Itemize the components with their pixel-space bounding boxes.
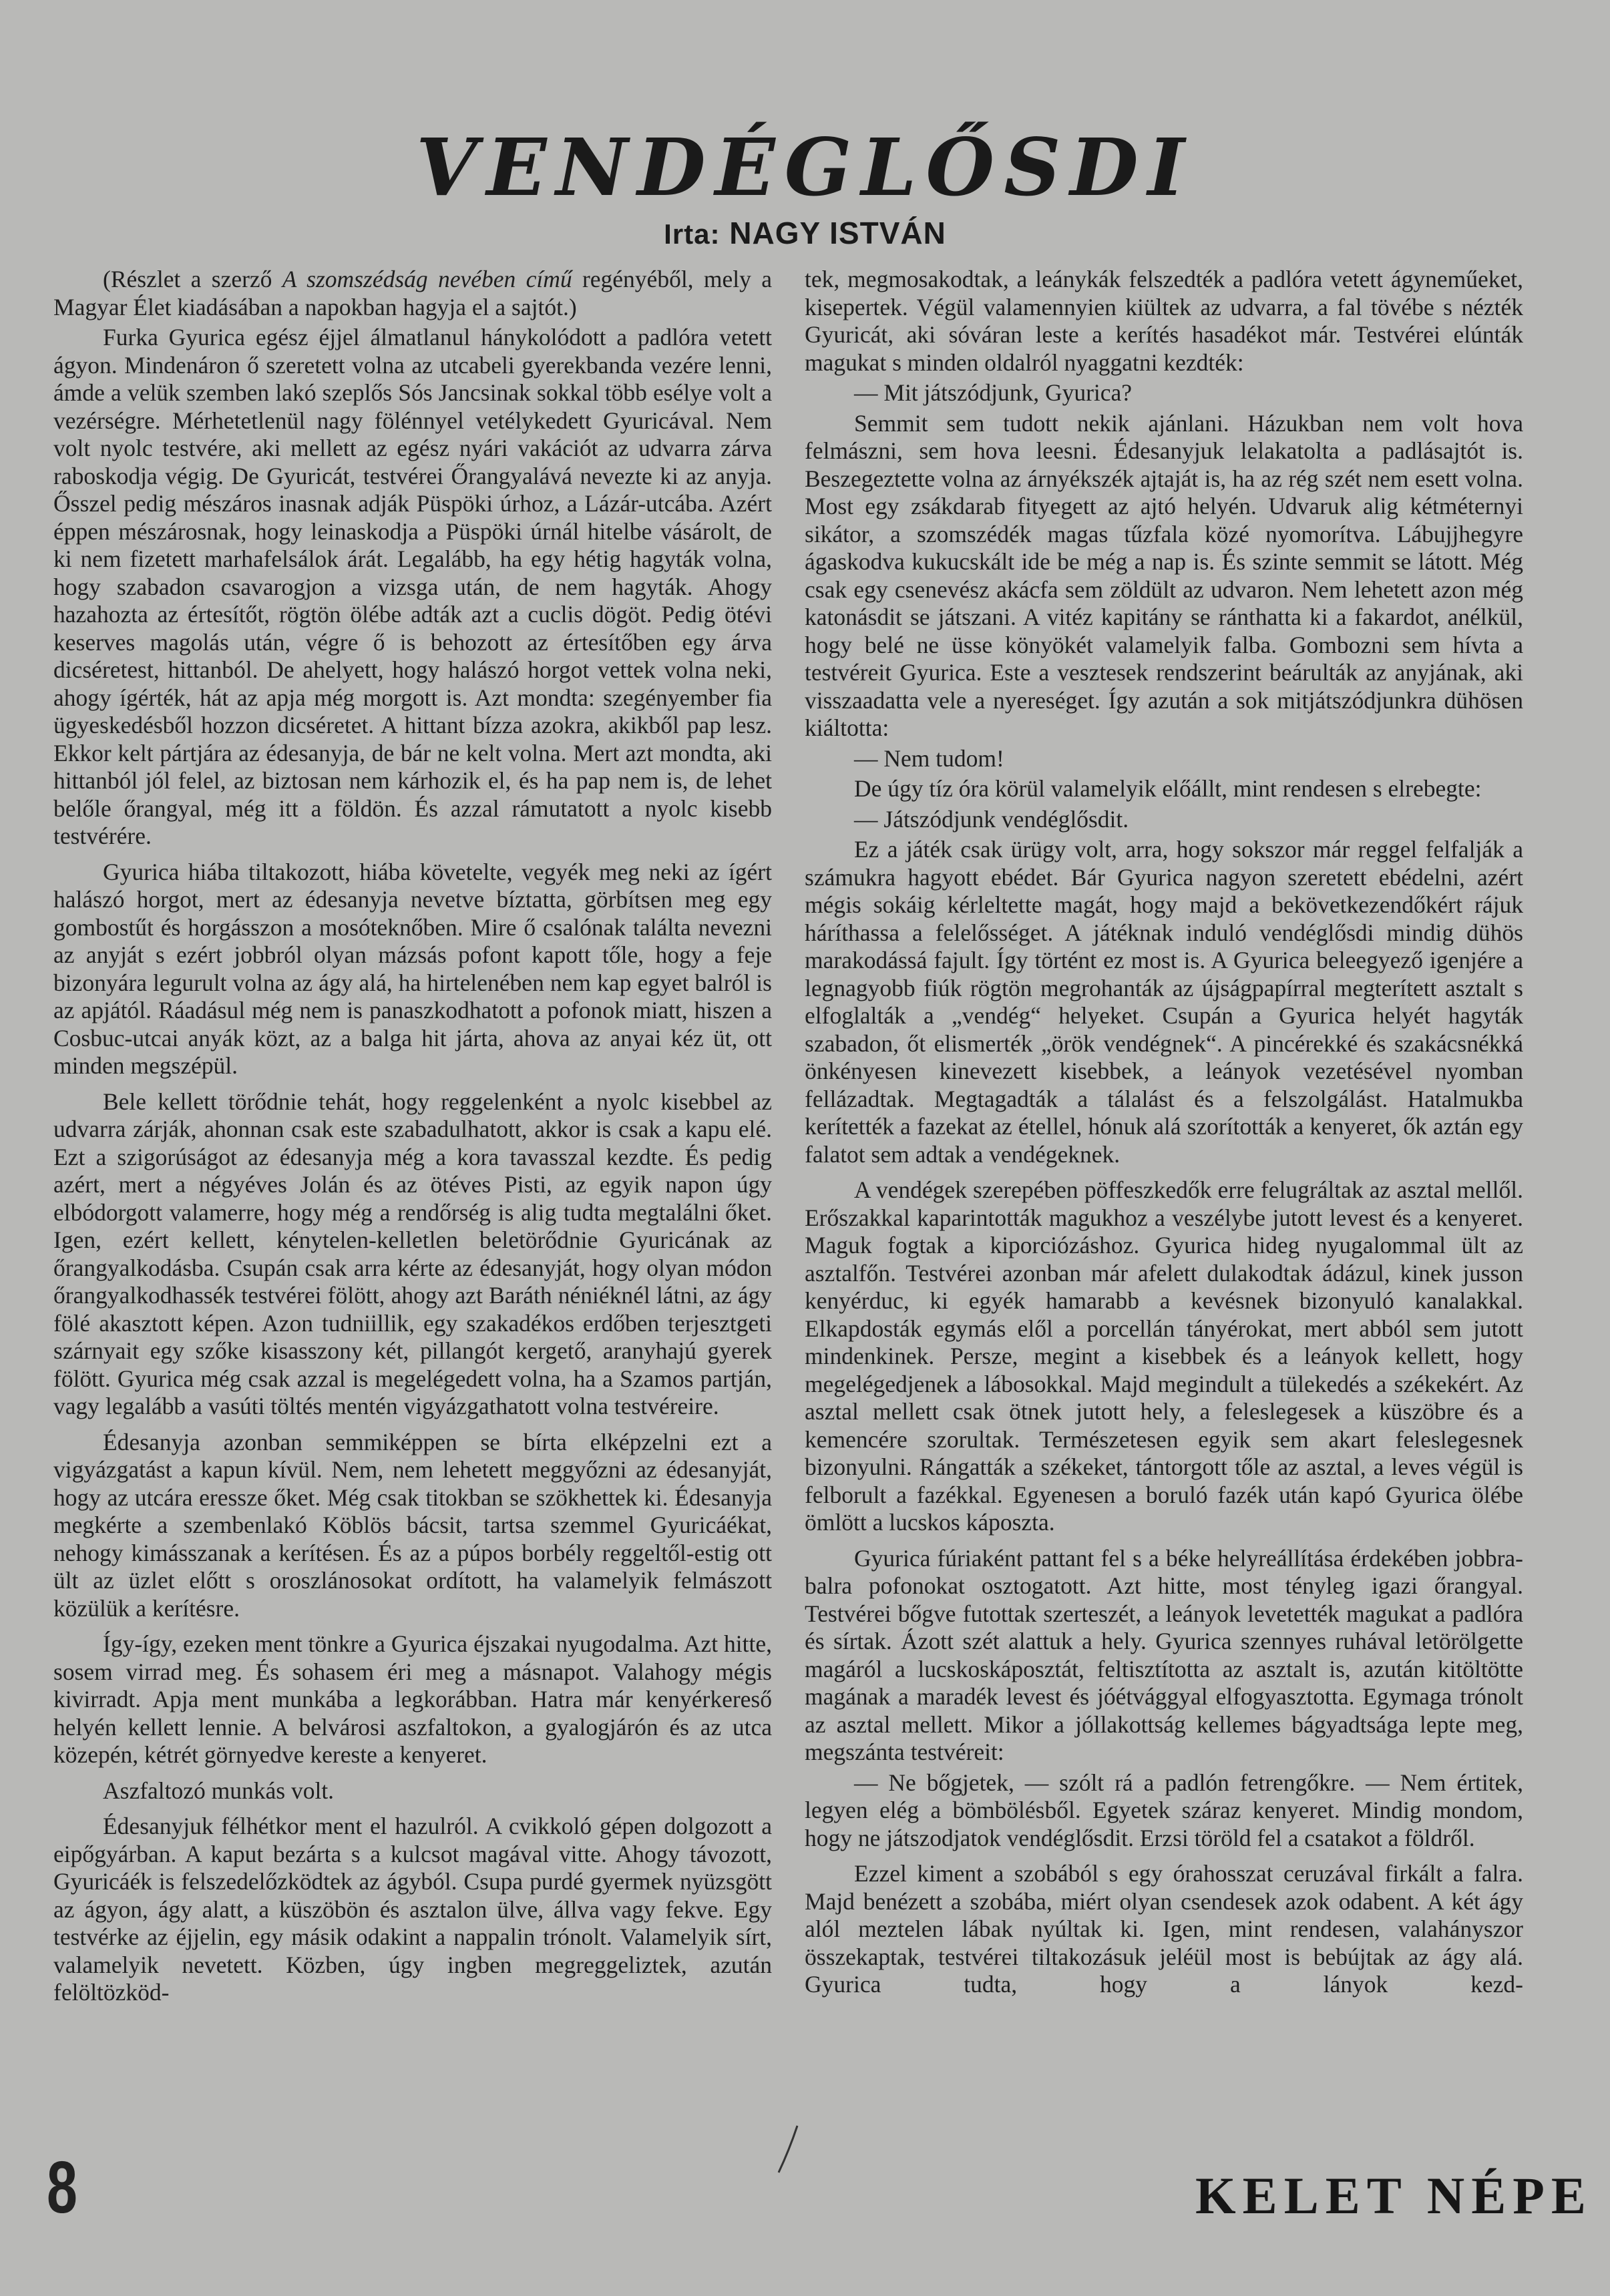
paragraph: Ezzel kiment a szobából s egy órahosszat ceruzával firkált a falra. Majd benézett a szobába, miért olyan csendesek azok odabent. A két ágy alól meztelen lábak nyúltak ki. Igen, mint rendesen, valahányszor összekaptak, testvérei tiltakozásuk jeléül most is bebújtak az ágy alá. Gyurica tudta, hogy a lányok kezd- [805,1860,1523,1998]
left-column [53,266,772,2007]
dialogue-line: — Ne bőgjetek, — szólt rá a padlón fetrengőkre. — Nem értitek, legyen elég a bömbölésből. Egyetek száraz kenyeret. Mindig mondom, hogy ne játszodjatok vendéglősdit. Erzsi töröld fel a csatakot a földről. [805,1769,1523,1851]
intro-text: regényéből, mely a Magyar Élet kiadásában a napokban hagyja el a sajtót.) [53,266,772,320]
paragraph: Édesanyjuk félhétkor ment el hazulról. A cvikkoló gépen dolgozott a eipőgyárban. A kaput bezárta s a kulcsot magával vitte. Ahogy távozott, Gyuricáék is felszedelőzködtek az ágyból. Csupa purdé gyermek nyüzsgött az ágyon, ágy alatt, a küszöbön és asztalon ülve, állva vagy fekve. Egy testvérke az éjjelin, egy másik odakint a nappalin trónolt. Valamelyik sírt, valamelyik nevetett. Közben, úgy ingben megreggeliztek, azután felöltözköd- [53,1813,772,2006]
paragraph: Bele kellett törődnie tehát, hogy reggelenként a nyolc kisebbel az udvarra zárják, ahonnan csak este szabadulhatott, akkor is csak a kapu elé. Ezt a szigorúságot az édesanyja még a kora tavasszal kezdte. És pedig azért, mert a négyéves Jolán és az ötéves Pisti, az egyik napon úgy elbódorgott valamerre, hogy még a rendőrség is alig tudta megtalálni őket. Igen, ezért kellett, kénytelen-kelletlen beletörődnie Gyuricának az őrangyalkodásba. Csupán csak arra kérte az édesanyját, hogy olyan módon őrangyalkodhassék testvérei fölött, ahogy azt Baráth néniéknél látni, az ágy fölé akasztott képen. Azon tudniillik, egy szakadékos erdőben terjesztgeti szárnyait egy szőke kisasszony két, pillangót kergető, aranyhajú gyerek fölött. Gyurica még csak azzal is megelégedett volna, ha a Szamos partján, vagy legalább a vasúti töltés mentén vigyázgathatott volna testvéreire. [53,1088,772,1419]
intro-note [53,266,772,321]
paragraph: Furka Gyurica egész éjjel álmatlanul hánykolódott a padlóra vetett ágyon. Mindenáron ő szeretett volna az utcabeli gyerekbanda vezére lenni, ámde a velük szemben lakó szeplős Sós Jancsinak sokkal több esélye volt a vezérségre. Mérhetetlenül nagy fölénnyel vetélykedett Gyuricával. Nem volt nyolc testvére, aki mellett az egész nyári vakációt az udvarra zárva raboskodja végig. De Gyuricát, testvérei Őrangyalává nevezte ki az anyja. Ősszel pedig mészáros inasnak adják Püspöki úrhoz, a Lázár-utcába. Azért éppen mészárosnak, hogy leinaskodja a Püspöki úrnál hitelbe vásárolt, de ki nem fizetett marhafelsálok árát. Legalább, ha egy hétig hagyták volna, hogy szabadon csavarogjon a vizsga után, de nem hagyták. Ahogy hazahozta az értesítőt, rögtön ölébe adták azt a cuclis dögöt. Pedig ötévi keserves magolás után, végre ő is behozott az értesítőben egy árva dicséretest, hittanból. De ahelyett, hogy halászó horgot vettek volna neki, ahogy ígérték, hát az apja még morgott is. Azt mondta: szegényember fia ügyeskedésből hozzon dicséretet. A hittant bízza azokra, akikből pap lesz. Ekkor kelt pártjára az édesanyja, de bár ne kelt volna. Mert azt mondta, aki hittanból jól felel, az biztosan nem kárhozik el, és ha pap nem is, de lehet belőle őrangyal, még itt a földön. És azzal rámutatott a nyolc kisebb testvérére. [53,324,772,849]
paragraph: Így-így, ezeken ment tönkre a Gyurica éjszakai nyugodalma. Azt hitte, sosem virrad meg. És sohasem éri meg a másnapot. Valahogy mégis kivirradt. Apja ment munkába a legkorábban. Hatra már kenyérkereső helyén kellett lennie. A belvárosi aszfaltokon, a gyalogjárón és az utca közepén, kétrét görnyedve kereste a kenyeret. [53,1630,772,1768]
magazine-name: KELET NÉPE [1195,2166,1593,2225]
paragraph: Gyurica fúriaként pattant fel s a béke helyreállítása érdekében jobbra-balra pofonokat osztogatott. Azt hitte, most tényleg igazi őrangyal. Testvérei bőgve futottak szerteszét, a leányok levetették magukat a padlóra és sírtak. Ázott szét alattuk a hely. Gyurica szennyes ruhával letörölgette magáról a lucskoskáposztát, feltisztította az asztalt is, azután kitöltötte magának a maradék levest és jóétvággyal elfogyasztotta. Egymaga trónolt az asztal mellett. Mikor a jóllakottság kellemes bágyadtsága lepte meg, megszánta testvéreit: [805,1544,1523,1765]
right-column [805,266,1523,1999]
paragraph: A vendégek szerepében pöffeszkedők erre felugráltak az asztal mellől. Erőszakkal kaparintották magukhoz a veszélybe jutott levest és a kenyeret. Maguk fogtak a kiporciózáshoz. Gyurica hideg nyugalommal ült az asztalfőn. Testvérei azonban már afelett dulakodtak ádázul, kinek jusson kenyérduc, ki egyék hamarabb a kevésnek bizonyuló kanalakkal. Elkapdosták egymás elől a porcellán tányérokat, mert abból sem jutott mindenkinek. Persze, megint a kisebbek és a leányok kellett, hogy megelégedjenek a lábosokkal. Majd megindult a tülekedés a székekért. Az asztal mellett csak ötnek jutott hely, a feleslegesek a küszöbre és a kemencére szorultak. Természetesen egyik sem akart feleslegesnek bizonyulni. Rángatták a székeket, tántorgott tőle az asztal, a leves végül is felborult a fazékkal. Egyenesen a boruló fazék után kapó Gyurica ölébe ömlött a lucskos káposzta. [805,1176,1523,1536]
dialogue-line: — Játszódjunk vendéglősdit. [854,805,1129,833]
dialogue-line: — Mit játszódjunk, Gyurica? [854,379,1133,406]
author-line [0,215,1610,251]
paragraph: Semmit sem tudott nekik ajánlani. Házukban nem volt hova felmászni, sem hova leesni. Édesanyjuk lelakatolta a padlásajtót is. Beszegeztette volna az árnyékszék ajtaját is, ha az rég szét nem esett volna. Most egy zsákdarab fityegett az ajtó helyén. Udvaruk alig kétméternyi sikátor, a szomszédék magas tűzfala közé nyomorítva. Lábujjhegyre ágaskodva kukucskált ide be még a nap is. És szinte semmit se látott. Még csak egy csenevész akácfa sem zöldült az udvaron. Nem lehetett azon még katonásdit se játszani. A vitéz kapitány se ránthatta ki a fakardot, anélkül, hogy belé ne üsse könyökét valamelyik falba. Gombozni sem hívta a testvéreit Gyurica. Este a vesztesek rendszerint beárulták az anyjának, aki visszaadatta vele a nyereséget. Így azután a sok mitjátszódjunkra dühösen kiáltotta: [805,409,1523,741]
dialogue-line: — Nem tudom! [854,744,1004,772]
paragraph: Gyurica hiába tiltakozott, hiába követelte, vegyék meg neki az ígért halászó horgot, mert az édesanyja nevetve bíztatta, görbítsen meg egy gombostűt és horgásszon a mosóteknőben. Mire ő csalónak találta nevezni az anyját s ezért jobbról olyan mázsás pofont kapott tőle, hogy a feje bizonyára legurult volna az ágy alá, ha hirtelenében nem kap egyet balról is az apjától. Ráadásul még nem is panaszkodhatott a pofonok miatt, hiszen a Cosbuc-utcai anyák közt, az a balga hit járta, ahova az anyai kéz üt, ott minden megszépül. [53,858,772,1079]
intro-text: (Részlet a szerző [103,266,282,292]
paragraph: De úgy tíz óra körül valamelyik előállt, mint rendesen s elrebegte: [854,775,1482,802]
paragraph: Aszfaltozó munkás volt. [103,1777,335,1804]
paragraph: Édesanyja azonban semmiképpen se bírta elképzelni ezt a vigyázgatást a kapun kívül. Nem, nem lehetett meggyőzni az édesanyját, hogy az utcára eressze őket. Még csak titokban se szökhettek ki. Édesanyja megkérte a szembenlakó Köblös bácsit, tartsa szemmel Gyuricáékat, nehogy kimásszanak a kerítésen. És az a púpos borbély reggeltől-estig ott ült az üzlet előtt s oroszlánosokat ordított, ha valamelyik felmászott közülük a kerítésre. [53,1428,772,1622]
article-title: VENDÉGLŐSDI [416,121,1194,214]
page-number: 8 [47,2146,77,2229]
author-name: NAGY ISTVÁN [729,216,946,250]
paragraph: Ez a játék csak ürügy volt, arra, hogy sokszor már reggel felfalják a számukra hagyott ebédet. Bár Gyurica nagyon szeretett ebédelni, azért mégis sokáig kérleltette magát, hogy majd a bekövetkezendőkért rájuk háríthassa a felelősséget. A játéknak induló vendéglősdi mindig dühös marakodássá fajult. Így történt ez most is. A Gyurica beleegyező igenjére a legnagyobb fiúk rögtön megrohanták az újságpapírral megterített asztalt s elfoglalták a „vendég“ helyeket. Csupán a Gyurica helyét hagyták szabadon, őt elismerték „örök vendégnek“. A pincérekké és szakácsnékká önkényesen kinevezett kisebbek, a leányok vezetésével nyomban fellázadtak. Megtagadták a tálalást és a felszolgálást. Hatalmukba kerítették a fazekat az étellel, hónuk alá szorították a kenyeret, ők aztán egy falatot sem adtak a vendégeknek. [805,836,1523,1168]
continuation-mark-icon [775,2123,801,2176]
author-label: Irta: [664,218,721,250]
novel-title: A szomszédság nevében című [282,266,572,292]
paragraph: tek, megmosakodtak, a leánykák felszedték a padlóra vetett ágyneműeket, kisepertek. Végül valamennyien kiültek az udvarra, a fal tövébe s nézték Gyuricát, aki sóváran leste a kerítés hasadékot már. Testvérei elúnták magukat s minden oldalról nyaggatni kezdték: [805,266,1523,376]
